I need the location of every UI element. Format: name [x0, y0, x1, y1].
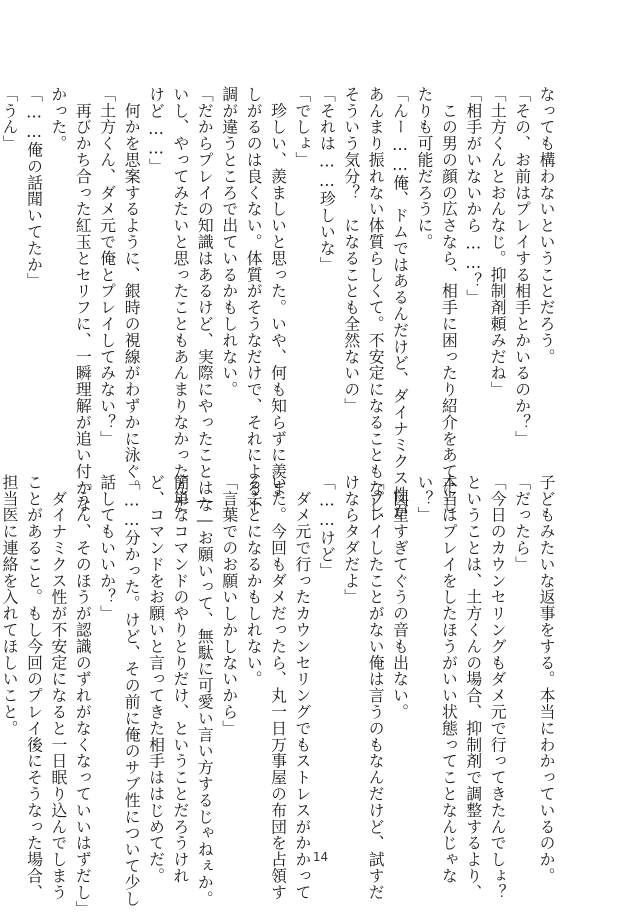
text-line: 「……俺の話聞いてたか」 — [24, 86, 44, 290]
page-number: 14 — [312, 850, 329, 864]
text-line: 本当はプレイをしたほうがいい状態ってことなんじゃな — [439, 474, 459, 884]
text-line: 「今日のカウンセリングもダメ元で行ってきたんでしょ？ — [488, 474, 508, 901]
text-line: 簡単なコマンドのやりとりだけ、ということだろうけれ — [170, 474, 190, 884]
text-line: 「土方くん、ダメ元で俺とプレイしてみない？」 — [97, 86, 117, 447]
text-line: 「んー……俺、ドムではあるんだけど、ダイナミクス性が — [390, 86, 410, 519]
text-line: 「言葉でのお願いしかしないから」 — [219, 474, 239, 737]
text-line: 「だからプレイの知識はあるけど、実際にやったことはな — [195, 86, 215, 513]
text-line: けならタダだよ」 — [341, 474, 361, 606]
text-line: けど……」 — [146, 86, 166, 175]
text-line: この男の顔の広さなら、相手に困ったり紹介をあてにし — [439, 86, 459, 513]
text-line: いた。今回もダメだったら、丸一日万事屋の布団を占領す — [268, 474, 288, 901]
text-line: 「……けど」 — [317, 474, 337, 579]
text-line: しがるのは良くない。体質がそうなだけで、それによる不 — [244, 86, 264, 513]
text-line: ど、コマンドをお願いと言ってきた相手ははじめてだ。 — [146, 474, 166, 884]
text-line: い？」 — [414, 474, 434, 524]
text-line: なっても構わないということだろう。 — [537, 86, 556, 365]
text-line: ダメ元で行ったカウンセリングでもストレスがかかって — [292, 474, 312, 901]
text-line: ということは、土方くんの場合、抑制剤で調整するより、 — [463, 474, 483, 901]
text-line: たりも可能だろうに。 — [414, 86, 434, 250]
text-line: ることになるかもしれない。 — [244, 474, 264, 688]
text-line: 珍しい、羨ましいと思った。いや、何も知らずに羨ま — [268, 86, 288, 496]
text-line: 「だったら」 — [512, 474, 532, 573]
text-line: 調が違うところで出ているかもしれない。 — [219, 86, 239, 398]
text-line: 担当医に連絡を入れてほしいこと。 — [0, 474, 20, 737]
text-line: 「うん」 — [0, 86, 20, 152]
text-line: 「うん、そのほうが認識のずれがなくなっていいはずだし」 — [73, 474, 93, 917]
text-line: 話してもいいか？」 — [97, 474, 117, 622]
text-line: 「土方くんとおんなじ。抑制剤頼みだね」 — [488, 86, 508, 398]
text-line: 「でしょ」 — [292, 86, 312, 168]
text-line: かった。 — [48, 86, 68, 152]
text-line: 「……分かった。けど、その前に俺のサブ性について少し — [122, 474, 142, 907]
text-line: 子どもみたいな返事をする。本当にわかっているのか。 — [537, 474, 556, 884]
text-line: 再びかち合った紅玉とセリフに、一瞬理解が追い付かな — [73, 86, 93, 513]
text-line: あんまり振れない体質らしくて。不安定になることもなし、 — [366, 86, 386, 529]
text-line: そういう気分？ になることも全然ないの」 — [341, 86, 361, 414]
text-line: 図星すぎてぐうの音も出ない。 — [390, 474, 410, 720]
text-line: いし、やってみたいと思ったこともあんまりなかったんだ — [170, 86, 190, 513]
text-line: 「それは……珍しいな」 — [317, 86, 337, 273]
text-line: 何かを思案するように、銀時の視線がわずかに泳ぐ。 — [122, 86, 142, 496]
text-line: ことがあること。もし今回のプレイ後にそうなった場合、 — [24, 474, 44, 901]
text-line: ダイナミクス性が不安定になると一日眠り込んでしまう — [48, 474, 68, 901]
text-line: ――お願いって、無駄に可愛い言い方するじゃねぇか。 — [195, 474, 215, 907]
text-line: 「プレイしたことがない俺は言うのもなんだけど、試すだ — [366, 474, 386, 901]
text-line: 「その、お前はプレイする相手とかいるのか？」 — [512, 86, 532, 447]
text-line: 「相手がいないから……？」 — [463, 86, 483, 306]
